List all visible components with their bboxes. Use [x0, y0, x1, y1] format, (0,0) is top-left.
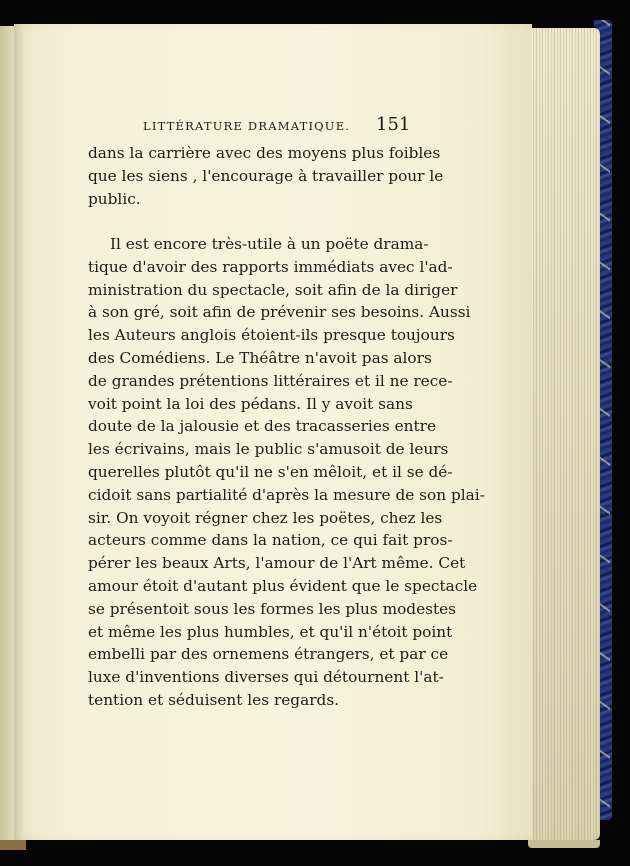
text-line: tention et séduisent les regards. [88, 690, 340, 709]
text-line: cidoit sans partialité d'après la mesure de son plai- [88, 485, 485, 504]
text-line: ministration du spectacle, soit afin de la diriger [88, 280, 458, 299]
text-line: pérer les beaux Arts, l'amour de l'Art même. Cet [88, 554, 466, 573]
text-line: doute de la jalousie et des tracasseries entre [88, 417, 436, 436]
paragraph [88, 142, 444, 210]
text-line: querelles plutôt qu'il ne s'en mêloit, et il se dé- [88, 462, 453, 481]
text-line: se présentoit sous les formes les plus modestes [88, 599, 457, 618]
text-line: acteurs comme dans la nation, ce qui fait pros- [88, 531, 453, 550]
page-body-text [88, 142, 485, 712]
text-line: les écrivains, mais le public s'amusoit de leurs [88, 440, 449, 459]
text-line: Il est encore très-utile à un poëte drama- [110, 234, 429, 253]
text-line: luxe d'inventions diverses qui détournent l'at- [88, 668, 444, 687]
text-line: et même les plus humbles, et qu'il n'étoit point [88, 622, 453, 641]
text-line: voit point la loi des pédans. Il y avoit sans [88, 394, 413, 413]
text-line: sir. On voyoit régner chez les poëtes, chez les [88, 508, 443, 527]
text-line: des Comédiens. Le Théâtre n'avoit pas alors [88, 348, 432, 367]
text-line: à son gré, soit afin de prévenir ses besoins. Aussi [88, 303, 471, 322]
text-line: tique d'avoir des rapports immédiats avec l'ad- [88, 257, 453, 276]
text-line: amour étoit d'autant plus évident que le spectacle [88, 576, 478, 595]
text-line: embelli par des ornemens étrangers, et par ce [88, 645, 449, 664]
paragraph-gap [88, 210, 402, 233]
text-line: de grandes prétentions littéraires et il ne rece- [88, 371, 453, 390]
paragraph [88, 233, 485, 712]
page-number: 151 [376, 114, 411, 135]
text-line: public. [88, 189, 141, 208]
text-line: dans la carrière avec des moyens plus foibles [88, 144, 441, 162]
text-line: que les siens , l'encourage à travailler pour le [88, 166, 444, 185]
page-fore-edge [527, 28, 600, 840]
running-head-title: LITTÉRATURE DRAMATIQUE. [143, 119, 351, 133]
text-line: les Auteurs anglois étoient-ils presque toujours [88, 326, 455, 345]
